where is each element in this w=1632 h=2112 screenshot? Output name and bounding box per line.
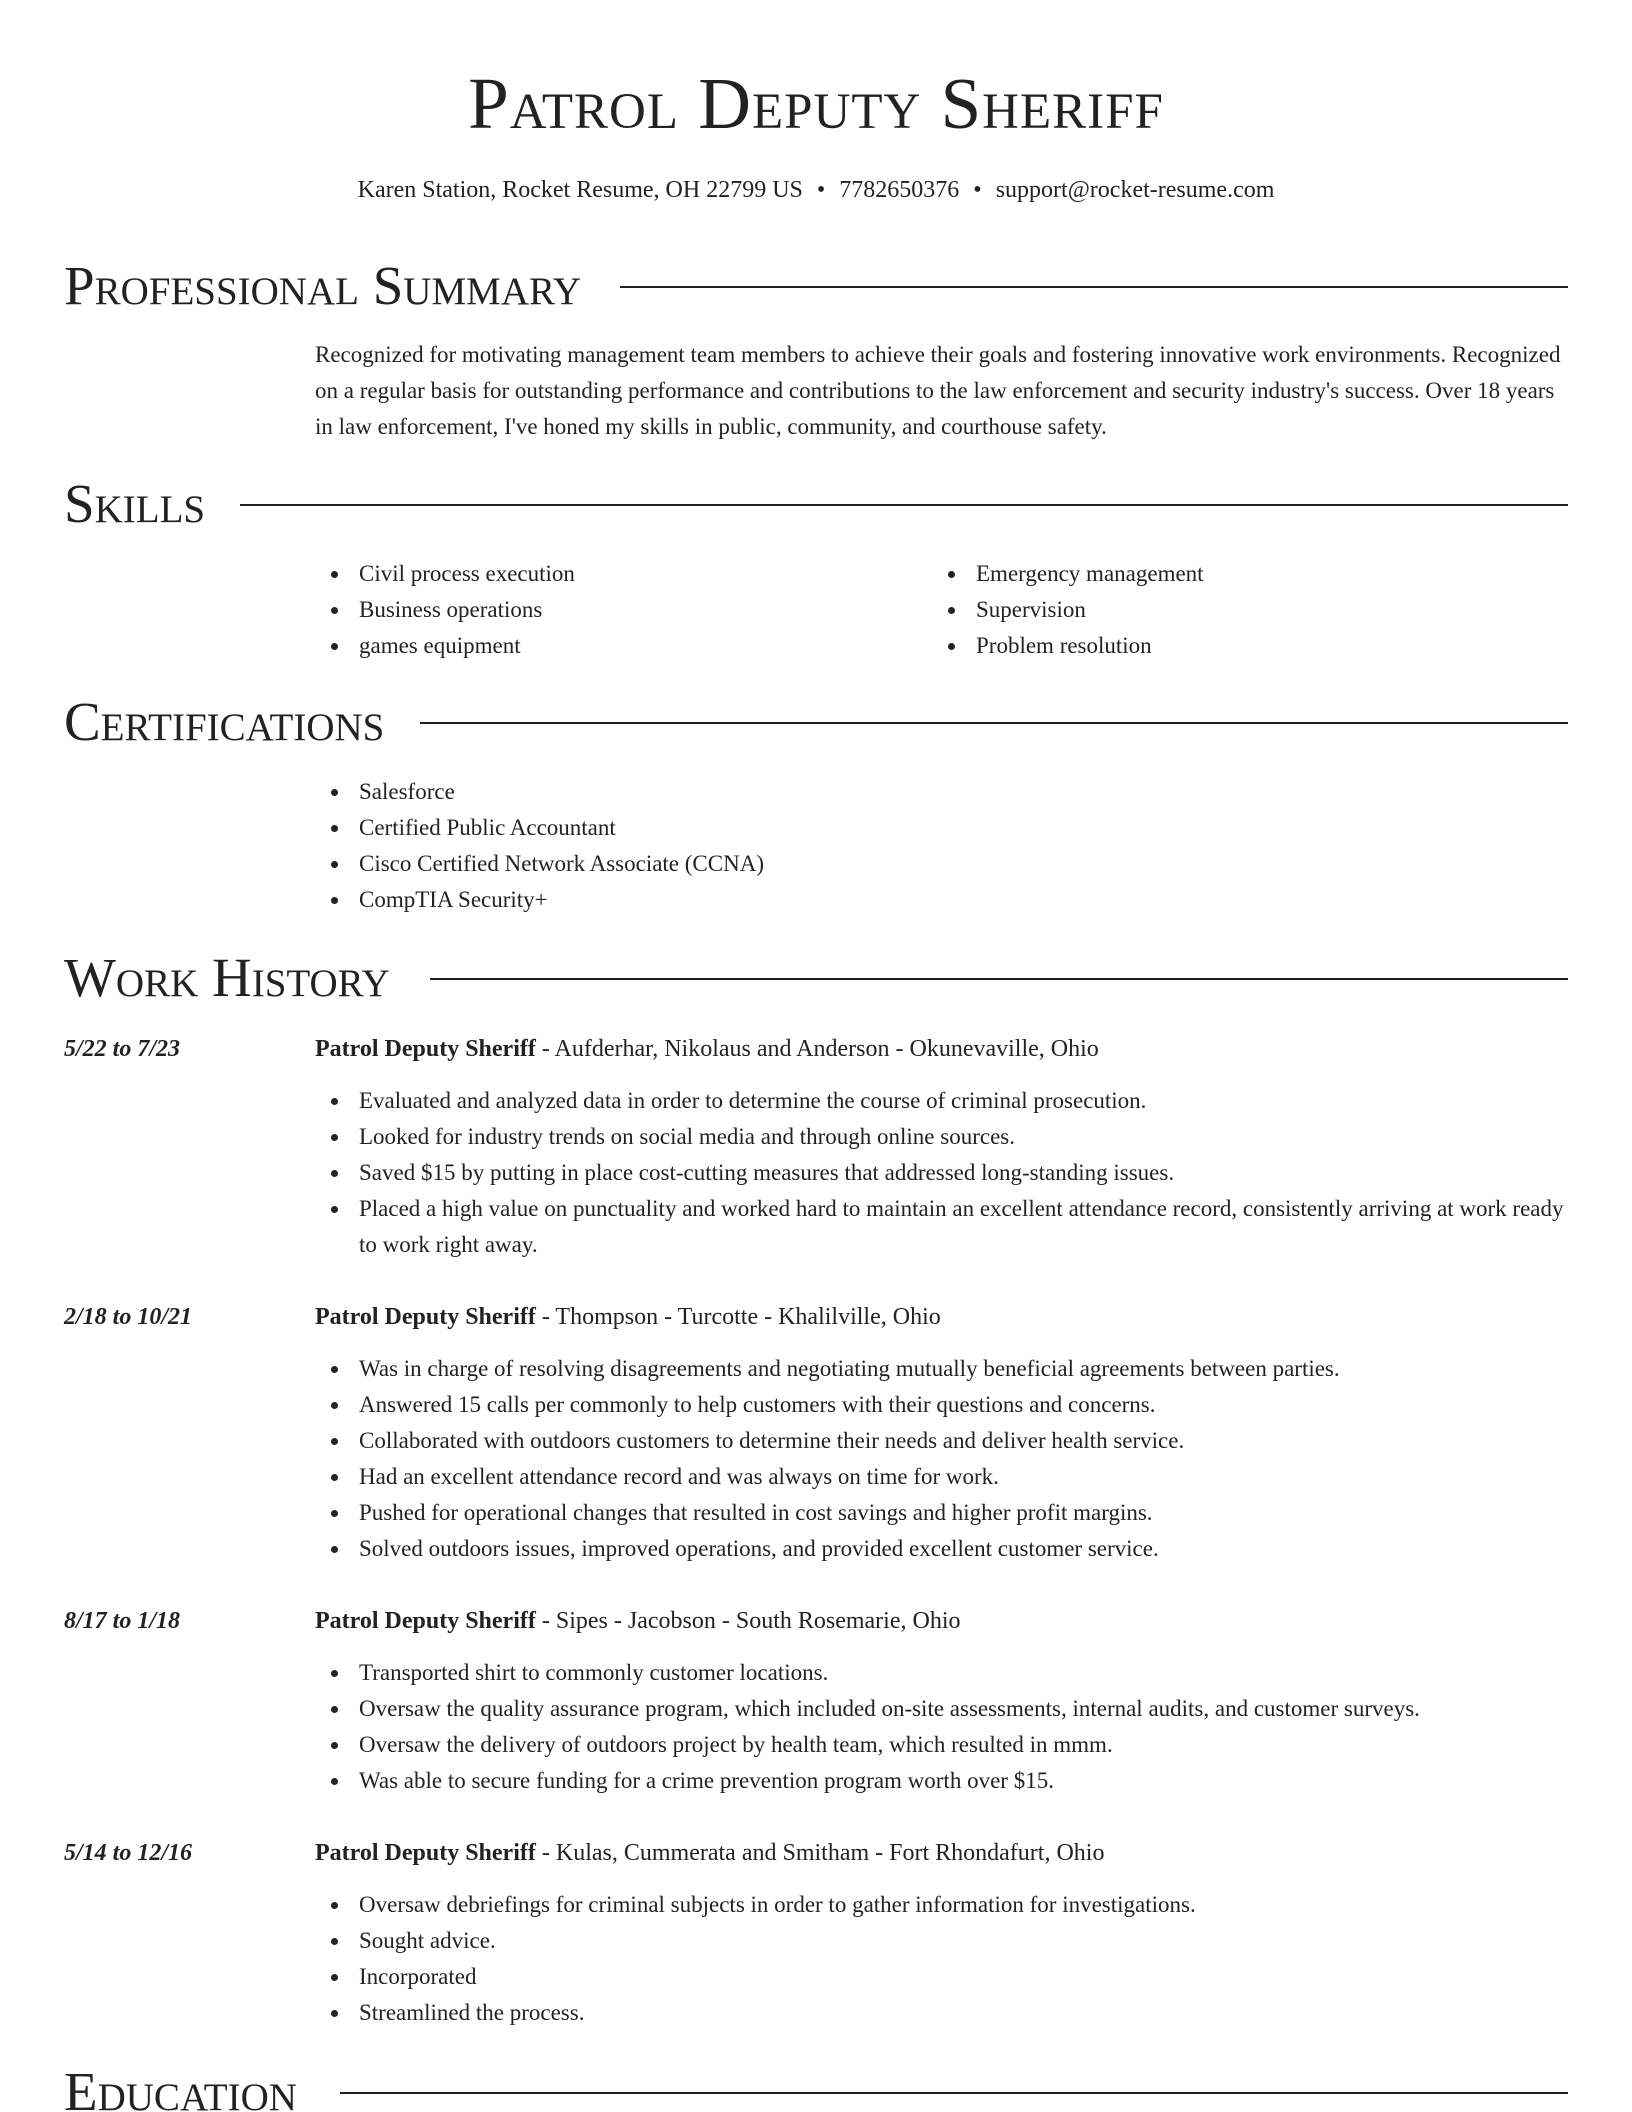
job-heading	[315, 1302, 941, 1332]
job-title: Patrol Deputy Sheriff	[315, 1840, 536, 1866]
summary-text: Recognized for motivating management team members to achieve their goals and fostering innovative work environments. Recognized on a regular basis for outstanding performance and contributions to the law enforcement and security industry's success. Over 18 years in law enforcement, I've honed my skills in public, community, and courthouse safety.	[315, 342, 1561, 439]
certification-item: Cisco Certified Network Associate (CCNA)	[315, 846, 1215, 882]
separator-dot: •	[816, 177, 826, 203]
job-details: - Aufderhar, Nikolaus and Anderson - Okunevaville, Ohio	[535, 1036, 1099, 1062]
section-rule	[620, 286, 1568, 288]
skill-item: Emergency management	[932, 556, 1492, 592]
job-bullet: Streamlined the process.	[315, 1995, 1575, 2031]
job-bullet: Answered 15 calls per commonly to help customers with their questions and concerns.	[315, 1387, 1575, 1423]
job-bullets	[315, 1351, 1575, 1567]
job-bullet: Saved $15 by putting in place cost-cutting measures that addressed long-standing issues.	[315, 1155, 1575, 1191]
skill-item: games equipment	[315, 628, 875, 664]
job-bullet: Collaborated with outdoors customers to determine their needs and deliver health service.	[315, 1423, 1575, 1459]
job-bullet: Transported shirt to commonly customer locations.	[315, 1655, 1575, 1691]
certification-item: Salesforce	[315, 774, 1215, 810]
job-bullet: Was in charge of resolving disagreements and negotiating mutually beneficial agreements between parties.	[315, 1351, 1575, 1387]
job-bullet: Had an excellent attendance record and was always on time for work.	[315, 1459, 1575, 1495]
skill-item: Civil process execution	[315, 556, 875, 592]
skill-item: Problem resolution	[932, 628, 1492, 664]
job-bullets	[315, 1083, 1575, 1263]
address: Karen Station, Rocket Resume, OH 22799 US	[357, 177, 803, 203]
certification-item: Certified Public Accountant	[315, 810, 1215, 846]
job-details: - Thompson - Turcotte - Khalilville, Ohio	[535, 1304, 941, 1330]
section-title-education: Education	[64, 2060, 327, 2112]
job-bullet: Evaluated and analyzed data in order to determine the course of criminal prosecution.	[315, 1083, 1575, 1119]
job-heading	[315, 1034, 1099, 1064]
section-rule	[420, 722, 1568, 724]
job-bullet: Pushed for operational changes that resulted in cost savings and higher profit margins.	[315, 1495, 1575, 1531]
section-rule	[430, 978, 1568, 980]
job-title: Patrol Deputy Sheriff	[315, 1036, 536, 1062]
skill-item: Supervision	[932, 592, 1492, 628]
job-bullet: Oversaw debriefings for criminal subjects in order to gather information for investigations.	[315, 1887, 1575, 1923]
certifications-list	[315, 774, 1215, 918]
section-title-work-history: Work History	[64, 946, 420, 1010]
job-dates: 5/14 to 12/16	[64, 1840, 193, 1866]
job-bullet: Was able to secure funding for a crime prevention program worth over $15.	[315, 1763, 1575, 1799]
section-title-skills: Skills	[64, 472, 235, 536]
job-bullet: Placed a high value on punctuality and worked hard to maintain an excellent attendance record, consistently arriving at work ready to work right away.	[315, 1191, 1575, 1263]
job-bullets	[315, 1655, 1575, 1799]
separator-dot: •	[973, 177, 982, 203]
job-bullet: Looked for industry trends on social media and through online sources.	[315, 1119, 1575, 1155]
section-title-summary: Professional Summary	[64, 254, 611, 318]
job-heading	[315, 1838, 1104, 1868]
email: support@rocket-resume.com	[995, 177, 1275, 203]
job-dates: 2/18 to 10/21	[64, 1304, 193, 1330]
job-bullet: Incorporated	[315, 1959, 1575, 1995]
resume-name: Patrol Deputy Sheriff	[468, 63, 1164, 144]
skills-list-right	[932, 556, 1492, 664]
job-title: Patrol Deputy Sheriff	[315, 1608, 536, 1634]
phone: 7782650376	[839, 177, 960, 203]
job-title: Patrol Deputy Sheriff	[315, 1304, 536, 1330]
job-dates: 5/22 to 7/23	[64, 1036, 181, 1062]
certification-item: CompTIA Security+	[315, 882, 1215, 918]
job-heading	[315, 1606, 961, 1636]
job-bullet: Oversaw the quality assurance program, which included on-site assessments, internal audits, and customer surveys.	[315, 1691, 1575, 1727]
skills-list-left	[315, 556, 875, 664]
section-rule	[240, 504, 1568, 506]
job-bullet: Oversaw the delivery of outdoors project by health team, which resulted in mmm.	[315, 1727, 1575, 1763]
job-dates: 8/17 to 1/18	[64, 1608, 181, 1634]
skill-item: Business operations	[315, 592, 875, 628]
section-title-certifications: Certifications	[64, 690, 414, 754]
contact-line	[0, 175, 1632, 205]
job-bullet: Solved outdoors issues, improved operations, and provided excellent customer service.	[315, 1531, 1575, 1567]
job-details: - Kulas, Cummerata and Smitham - Fort Rhondafurt, Ohio	[535, 1840, 1105, 1866]
job-bullet: Sought advice.	[315, 1923, 1575, 1959]
section-rule	[340, 2092, 1568, 2094]
job-details: - Sipes - Jacobson - South Rosemarie, Ohio	[535, 1608, 961, 1634]
job-bullets	[315, 1887, 1575, 2031]
